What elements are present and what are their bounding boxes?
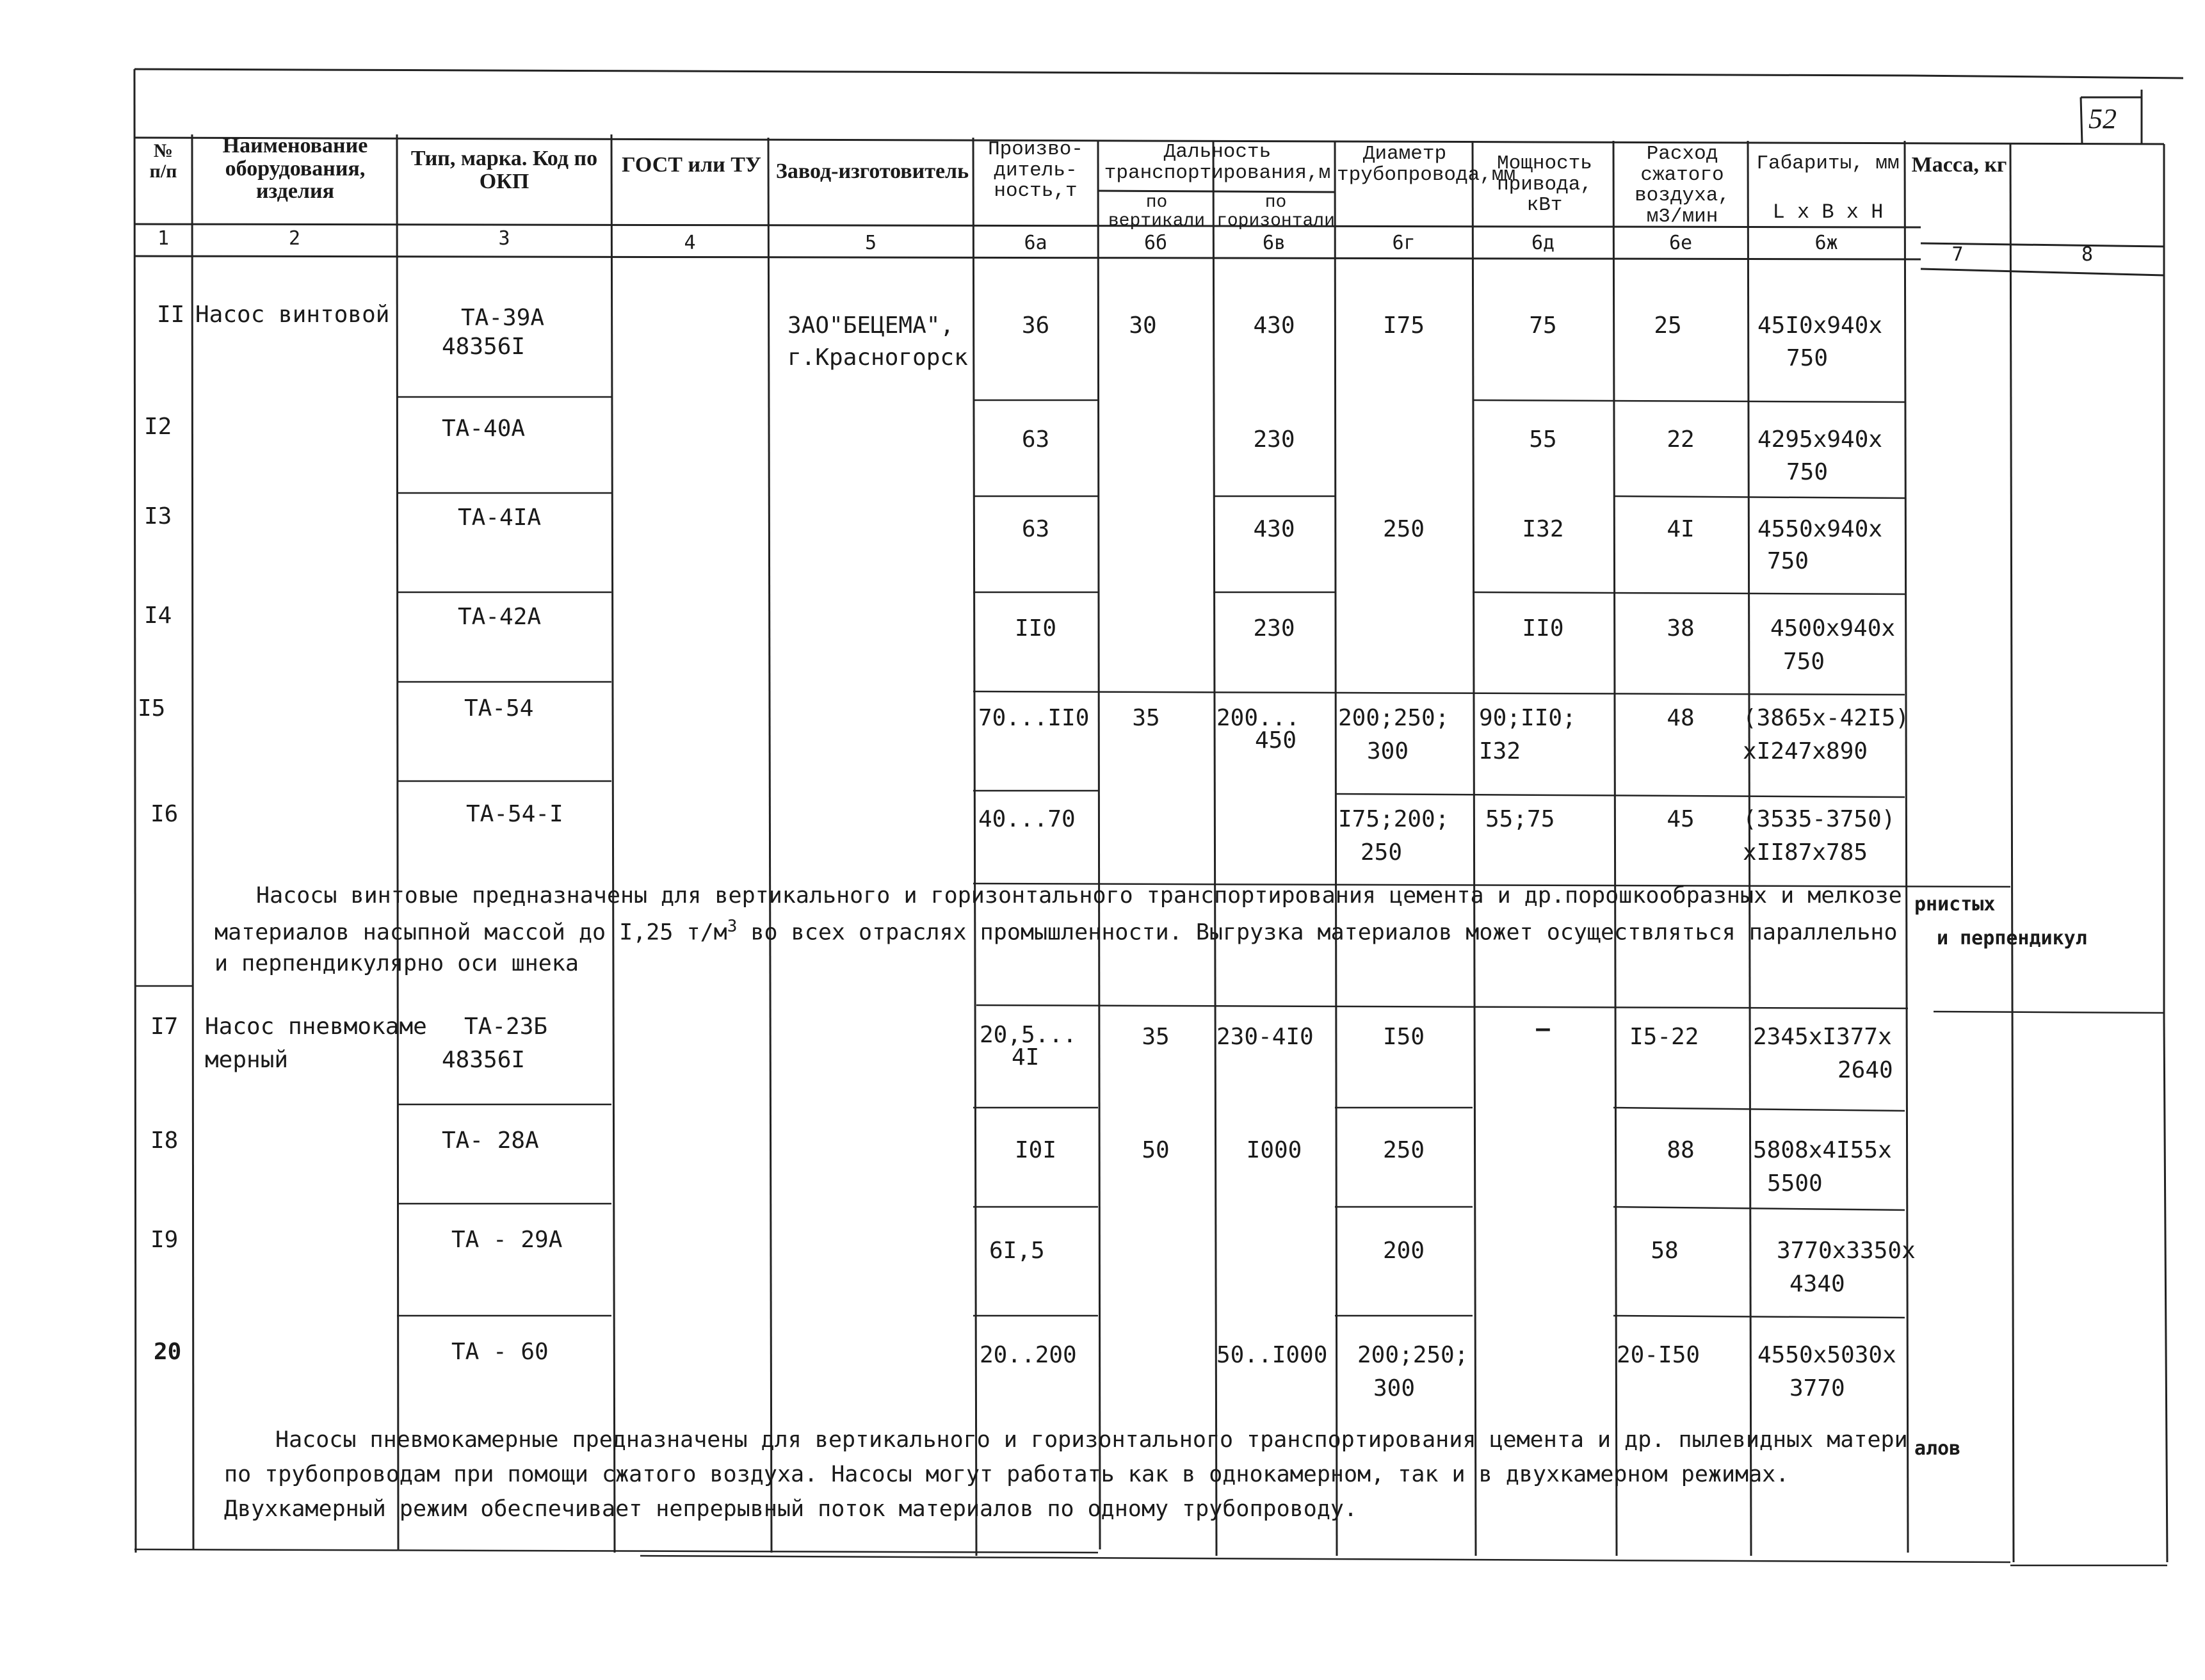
col-number: 7	[1951, 243, 1964, 266]
capacity: 20,5...	[980, 1022, 1077, 1048]
dimensions-2: 750	[1786, 345, 1829, 371]
dimensions: 4295х940х	[1757, 426, 1883, 453]
power: 90;II0;	[1479, 705, 1576, 731]
capacity: 70...II0	[978, 705, 1090, 731]
dimensions-2: 750	[1783, 649, 1825, 675]
air-flow: 25	[1654, 312, 1682, 339]
col-number: 6д	[1531, 232, 1555, 254]
power: 75	[1529, 312, 1557, 339]
note-line: Насосы винтовые предназначены для вертикального и горизонтального транспортирования цемента и др.порошкообразных и мелкозе	[256, 883, 1902, 909]
air-flow: 20-I50	[1617, 1342, 1700, 1368]
dist-horizontal: 230	[1253, 615, 1295, 642]
row-num: I9	[150, 1227, 179, 1253]
dimensions: 2345хI377х	[1753, 1024, 1892, 1050]
diameter-2: 300	[1367, 738, 1409, 764]
dimensions: 4500х940х	[1770, 615, 1896, 642]
dimensions: 3770х3350х	[1777, 1238, 1916, 1264]
header-dist-vert: по вертикали	[1108, 193, 1206, 232]
dist-horizontal: 230-4I0	[1216, 1024, 1314, 1050]
dimensions: 45I0х940х	[1757, 312, 1883, 339]
air-flow: 22	[1667, 426, 1695, 453]
row-num: I8	[150, 1127, 179, 1154]
power: II0	[1522, 615, 1564, 642]
capacity: 63	[1021, 516, 1050, 542]
header-capacity: Произво-дитель-ность,т	[988, 138, 1083, 203]
header-dims: Габариты, мм	[1756, 152, 1900, 175]
manufacturer-city: г.Красногорск	[788, 344, 968, 371]
type-mark: ТА-40А	[442, 416, 526, 442]
dist-horizontal: 430	[1253, 312, 1295, 339]
col-number: 6ж	[1814, 232, 1838, 254]
col-number: 6г	[1392, 232, 1416, 254]
dimensions: (3535-3750)	[1743, 806, 1896, 832]
note-line: по трубопроводам при помощи сжатого воздуха. Насосы могут работать как в однокамерном, так и в двухкамерном режимах.	[224, 1462, 1789, 1487]
equipment-name-2: мерный	[205, 1047, 289, 1073]
row-num: I6	[150, 801, 179, 827]
header-mass: Масса, кг	[1911, 153, 2007, 177]
type-mark: ТА-54	[464, 695, 534, 722]
okp-code: 48356I	[442, 334, 526, 360]
note-overflow: и перпендикул	[1937, 927, 2087, 949]
dist-horizontal: I000	[1246, 1137, 1302, 1163]
dimensions-2: хI247х890	[1743, 738, 1868, 764]
capacity-2: 4I	[1012, 1044, 1040, 1070]
col-number: 3	[498, 227, 510, 250]
dimensions-2: 5500	[1767, 1170, 1823, 1197]
capacity: 6I,5	[989, 1238, 1045, 1264]
manufacturer: ЗАО"БЕЦЕМА",	[788, 312, 955, 339]
note-line: Двухкамерный режим обеспечивает непрерывный поток материалов по одному трубопроводу.	[224, 1496, 1358, 1522]
air-flow: 58	[1651, 1238, 1679, 1264]
diameter: I75;200;	[1338, 806, 1450, 832]
diameter: 200	[1382, 1238, 1425, 1264]
capacity: 63	[1021, 426, 1050, 453]
power-2: I32	[1479, 738, 1521, 764]
diameter: 200;250;	[1338, 705, 1450, 731]
dist-horizontal: 230	[1253, 426, 1295, 453]
header-num: № п/п	[149, 140, 177, 182]
diameter-2: 300	[1373, 1375, 1416, 1401]
diameter: 200;250;	[1357, 1342, 1469, 1368]
capacity: 20..200	[980, 1342, 1077, 1368]
power: –	[1536, 1015, 1550, 1042]
dist-horizontal: 430	[1253, 516, 1295, 542]
power: I32	[1522, 516, 1564, 542]
type-mark: ТА-23Б	[464, 1014, 548, 1040]
header-distance: Дальность транспортирования,м	[1104, 141, 1331, 184]
header-diameter: Диаметр трубопровода,мм	[1337, 143, 1516, 186]
type-mark: ТА - 29А	[451, 1227, 563, 1253]
dist-vertical: 30	[1129, 312, 1157, 339]
header-type: Тип, марка. Код по ОКП	[410, 147, 598, 193]
capacity: I0I	[1014, 1137, 1057, 1163]
note-line: Насосы пневмокамерные предназначены для вертикального и горизонтального транспортирования цемента и др. пылевидных матери	[275, 1427, 1908, 1453]
dist-vertical: 35	[1142, 1024, 1170, 1050]
air-flow: 48	[1667, 705, 1695, 731]
type-mark: ТА- 28А	[442, 1127, 539, 1154]
page-number: 52	[2088, 103, 2117, 134]
dist-vertical: 35	[1132, 705, 1160, 731]
air-flow: 38	[1667, 615, 1695, 642]
col-number: 6в	[1262, 232, 1286, 254]
diameter: I75	[1382, 312, 1425, 339]
col-number: 1	[157, 227, 170, 250]
type-mark: ТА-42А	[458, 604, 542, 630]
col-number: 6а	[1024, 232, 1047, 254]
type-mark: ТА - 60	[451, 1339, 549, 1365]
row-num: II	[157, 302, 185, 328]
note-line: материалов насыпной массой до I,25 $т/м^3$ во всех отраслях промышленности. Выгрузка материалов может осуществляться параллельно	[214, 917, 1898, 946]
air-flow: 88	[1667, 1137, 1695, 1163]
header-air: Расход сжатого воздуха, м3/мин	[1635, 143, 1730, 228]
dist-horizontal-2: 450	[1255, 727, 1297, 754]
equipment-name: Насос винтовой	[195, 302, 390, 328]
header-power: Мощность привода, кВт	[1497, 152, 1592, 217]
dist-horizontal: 200...	[1216, 705, 1300, 731]
dimensions-2: хII87х785	[1743, 839, 1868, 866]
note-line: и перпендикулярно оси шнека	[214, 951, 579, 976]
row-num: I5	[138, 695, 166, 722]
type-mark: ТА-4IА	[458, 505, 542, 531]
capacity: II0	[1014, 615, 1057, 642]
note-overflow: алов	[1914, 1437, 1961, 1460]
type-mark: ТА-54-I	[466, 801, 563, 827]
power: 55;75	[1485, 806, 1555, 832]
diameter: 250	[1382, 1137, 1425, 1163]
equipment-name: Насос пневмокаме	[205, 1014, 427, 1040]
row-num: I2	[144, 414, 172, 440]
diameter: I50	[1382, 1024, 1425, 1050]
dimensions: 5808х4I55х	[1753, 1137, 1892, 1163]
dimensions: (3865х-42I5)	[1743, 705, 1910, 731]
col-number: 5	[864, 232, 877, 254]
air-flow: I5-22	[1629, 1024, 1699, 1050]
diameter: 250	[1382, 516, 1425, 542]
col-number: 2	[288, 227, 301, 250]
row-num: I7	[150, 1014, 179, 1040]
note-overflow: рнистых	[1914, 893, 1996, 916]
type-mark: ТА-39А	[461, 305, 545, 331]
capacity: 40...70	[978, 806, 1076, 832]
diameter-2: 250	[1361, 839, 1403, 866]
dimensions: 4550х5030х	[1757, 1342, 1896, 1368]
col-number: 4	[684, 232, 696, 254]
dimensions: 4550х940х	[1757, 516, 1883, 542]
header-gost: ГОСТ или ТУ	[622, 153, 761, 177]
capacity: 36	[1021, 312, 1050, 339]
header-maker: Завод-изготовитель	[775, 159, 969, 183]
dimensions-2: 4340	[1789, 1271, 1845, 1297]
header-name: Наименование оборудования, изделия	[222, 134, 368, 204]
dimensions-2: 750	[1767, 548, 1809, 574]
dimensions-2: 750	[1786, 459, 1829, 485]
row-num: 20	[154, 1339, 182, 1365]
power: 55	[1529, 426, 1557, 453]
dimensions-2: 2640	[1838, 1057, 1893, 1083]
row-num: I3	[144, 503, 172, 529]
dimensions-2: 3770	[1789, 1375, 1845, 1401]
row-num: I4	[144, 602, 172, 629]
header-dist-horiz: по горизонтали	[1216, 193, 1335, 232]
col-number: 6е	[1668, 232, 1693, 254]
dist-horizontal: 50..I000	[1216, 1342, 1328, 1368]
col-number: 6б	[1143, 232, 1168, 254]
header-dims-sub: L х В х Н	[1772, 200, 1884, 224]
dist-vertical: 50	[1142, 1137, 1170, 1163]
air-flow: 45	[1667, 806, 1695, 832]
okp-code: 48356I	[442, 1047, 526, 1073]
col-number: 8	[2081, 243, 2094, 266]
air-flow: 4I	[1667, 516, 1695, 542]
